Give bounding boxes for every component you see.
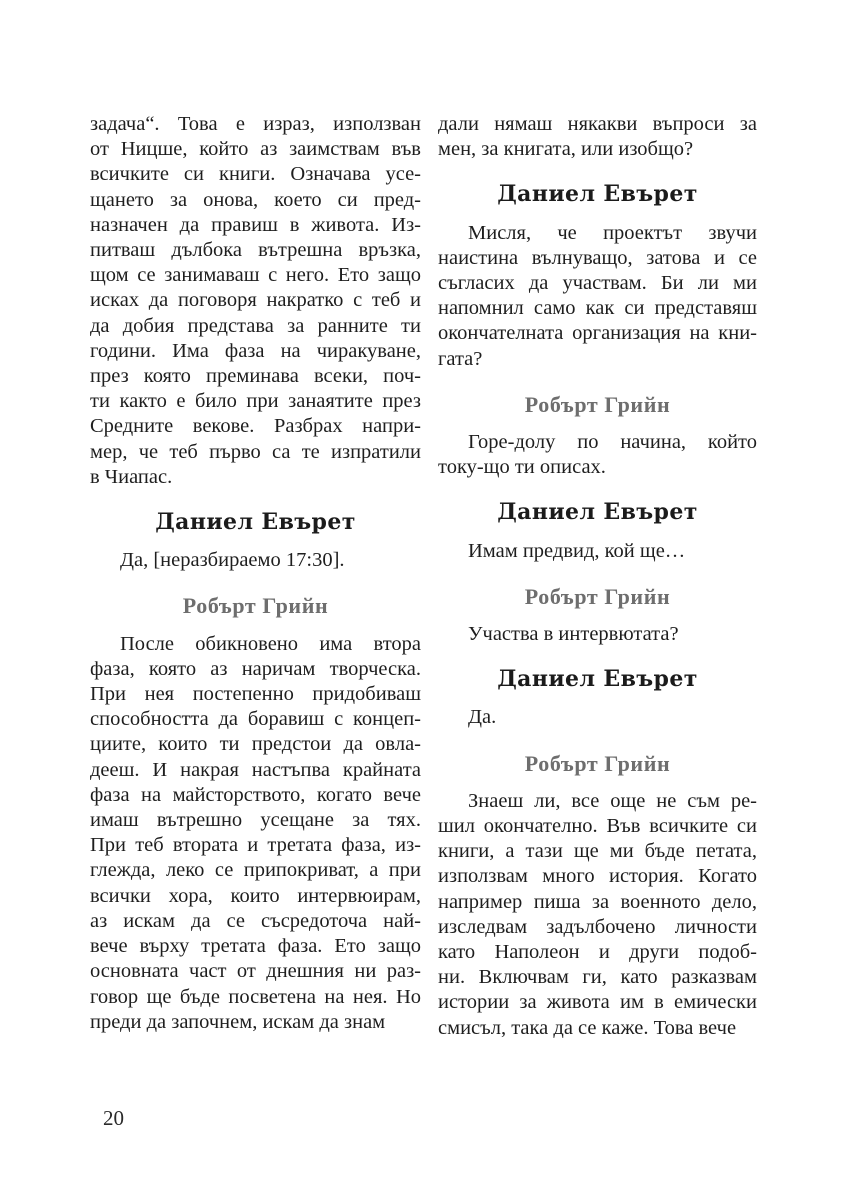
dialogue-paragraph xyxy=(438,705,757,730)
text-line: При теб втората и третата фаза, из- xyxy=(90,834,421,857)
text-line: изследвам задълбочено личности xyxy=(438,915,757,938)
text-line: циите, които ти предстои да овла- xyxy=(90,733,421,756)
dialogue-paragraph xyxy=(438,539,757,564)
dialogue-paragraph xyxy=(90,548,421,573)
text-line: Средните векове. Разбрах напри- xyxy=(90,415,421,438)
text-line: наистина вълнуващо, затова и се xyxy=(438,246,757,269)
text-line: смисъл, така да се каже. Това вече xyxy=(438,1016,737,1039)
page-number: 20 xyxy=(103,1106,124,1130)
text-line: Знаеш ли, все още не съм ре- xyxy=(468,789,757,812)
text-line: книги, а тази ще ми бъде петата, xyxy=(438,840,757,863)
text-line: Участва в интервютата? xyxy=(468,623,679,646)
text-line: например пиша за военното дело, xyxy=(438,890,757,913)
dialogue-paragraph xyxy=(438,622,757,647)
speaker-heading-daniel: Даниел Евърет xyxy=(155,509,356,536)
text-line: назначен да правиш в живота. Из- xyxy=(90,213,421,236)
text-line: щом се занимаваш с него. Ето защо xyxy=(90,264,421,287)
text-line: основната част от днешния ни раз- xyxy=(90,960,421,983)
text-line: дали нямаш някакви въпроси за xyxy=(438,113,757,135)
dialogue-paragraph xyxy=(438,112,757,162)
text-line: в Чиапас. xyxy=(90,465,173,488)
speaker-heading-daniel: Даниел Евърет xyxy=(497,499,698,526)
text-line: Горе-долу по начина, който xyxy=(468,431,757,454)
column-left xyxy=(90,112,421,1035)
text-line: имаш вътрешно усещане за тях. xyxy=(90,809,421,832)
text-line: фаза, която аз наричам творческа. xyxy=(90,657,421,680)
text-line: Имам предвид, кой ще… xyxy=(468,539,686,562)
text-line: окончателната организация на кни- xyxy=(438,322,757,345)
text-line: всичките си книги. Означава усе- xyxy=(90,163,421,186)
speaker-heading-robert: Робърт Грийн xyxy=(524,391,671,417)
text-line: фаза на майсторството, когато вече xyxy=(90,783,421,806)
text-line: Да, [неразбираемо 17:30]. xyxy=(120,549,345,572)
dialogue-paragraph xyxy=(438,789,757,1041)
text-line: години. Има фаза на чиракуване, xyxy=(90,339,421,362)
text-line: използвам много история. Когато xyxy=(438,865,757,888)
text-line: мер, че теб първо са те изпратили xyxy=(90,440,421,463)
text-line: питваш дълбока вътрешна връзка, xyxy=(90,239,421,262)
speaker-heading-robert: Робърт Грийн xyxy=(182,593,329,619)
text-line: говор ще бъде посветена на нея. Но xyxy=(90,985,421,1008)
text-line: щането за онова, което си пред- xyxy=(90,188,421,211)
text-line: Да. xyxy=(468,706,497,729)
text-line: ти както е било при занаятите през xyxy=(90,390,421,413)
text-line: После обикновено има втора xyxy=(120,632,421,655)
text-line: истории за живота им в емически xyxy=(438,991,757,1014)
text-line: способността да боравиш с концеп- xyxy=(90,708,421,731)
dialogue-paragraph xyxy=(438,221,757,372)
text-line: съгласих да участвам. Би ли ми xyxy=(438,272,757,295)
dialogue-paragraph xyxy=(90,112,421,490)
text-line: аз искам да се съсредоточа най- xyxy=(90,909,421,932)
text-line: исках да поговоря накратко с теб и xyxy=(90,289,421,312)
text-line: като Наполеон и други подоб- xyxy=(438,941,757,964)
text-line: ни. Включвам ги, като разказвам xyxy=(438,966,757,989)
text-line: току-що ти описах. xyxy=(438,456,606,479)
speaker-heading-robert: Робърт Грийн xyxy=(524,750,671,776)
text-line: При нея постепенно придобиваш xyxy=(90,683,421,706)
text-line: вече върху третата фаза. Ето защо xyxy=(90,935,421,958)
text-line: да добия представа за ранните ти xyxy=(90,314,421,337)
text-line: шил окончателно. Във всичките си xyxy=(438,815,757,838)
text-line: гата? xyxy=(438,347,483,370)
text-line: всички хора, които интервюирам, xyxy=(90,884,421,907)
text-line: глежда, леко се припокриват, а при xyxy=(90,859,421,882)
column-right xyxy=(438,112,757,1041)
speaker-heading-daniel: Даниел Евърет xyxy=(497,666,698,693)
text-line: напомнил само как си представяш xyxy=(438,297,757,320)
text-line: Мисля, че проектът звучи xyxy=(468,221,757,244)
text-line: от Ницше, който аз заимствам във xyxy=(90,138,421,161)
text-line: задача“. Това е израз, използван xyxy=(90,113,421,135)
speaker-heading-daniel: Даниел Евърет xyxy=(497,181,698,208)
text-line: през която преминава всеки, поч- xyxy=(90,365,421,388)
text-line: преди да започнем, искам да знам xyxy=(90,1010,386,1033)
text-line: мен, за книгата, или изобщо? xyxy=(438,138,694,161)
speaker-heading-robert: Робърт Грийн xyxy=(524,583,671,609)
text-line: дееш. И накрая настъпва крайната xyxy=(90,758,421,781)
dialogue-paragraph xyxy=(438,430,757,480)
dialogue-paragraph xyxy=(90,632,421,1035)
